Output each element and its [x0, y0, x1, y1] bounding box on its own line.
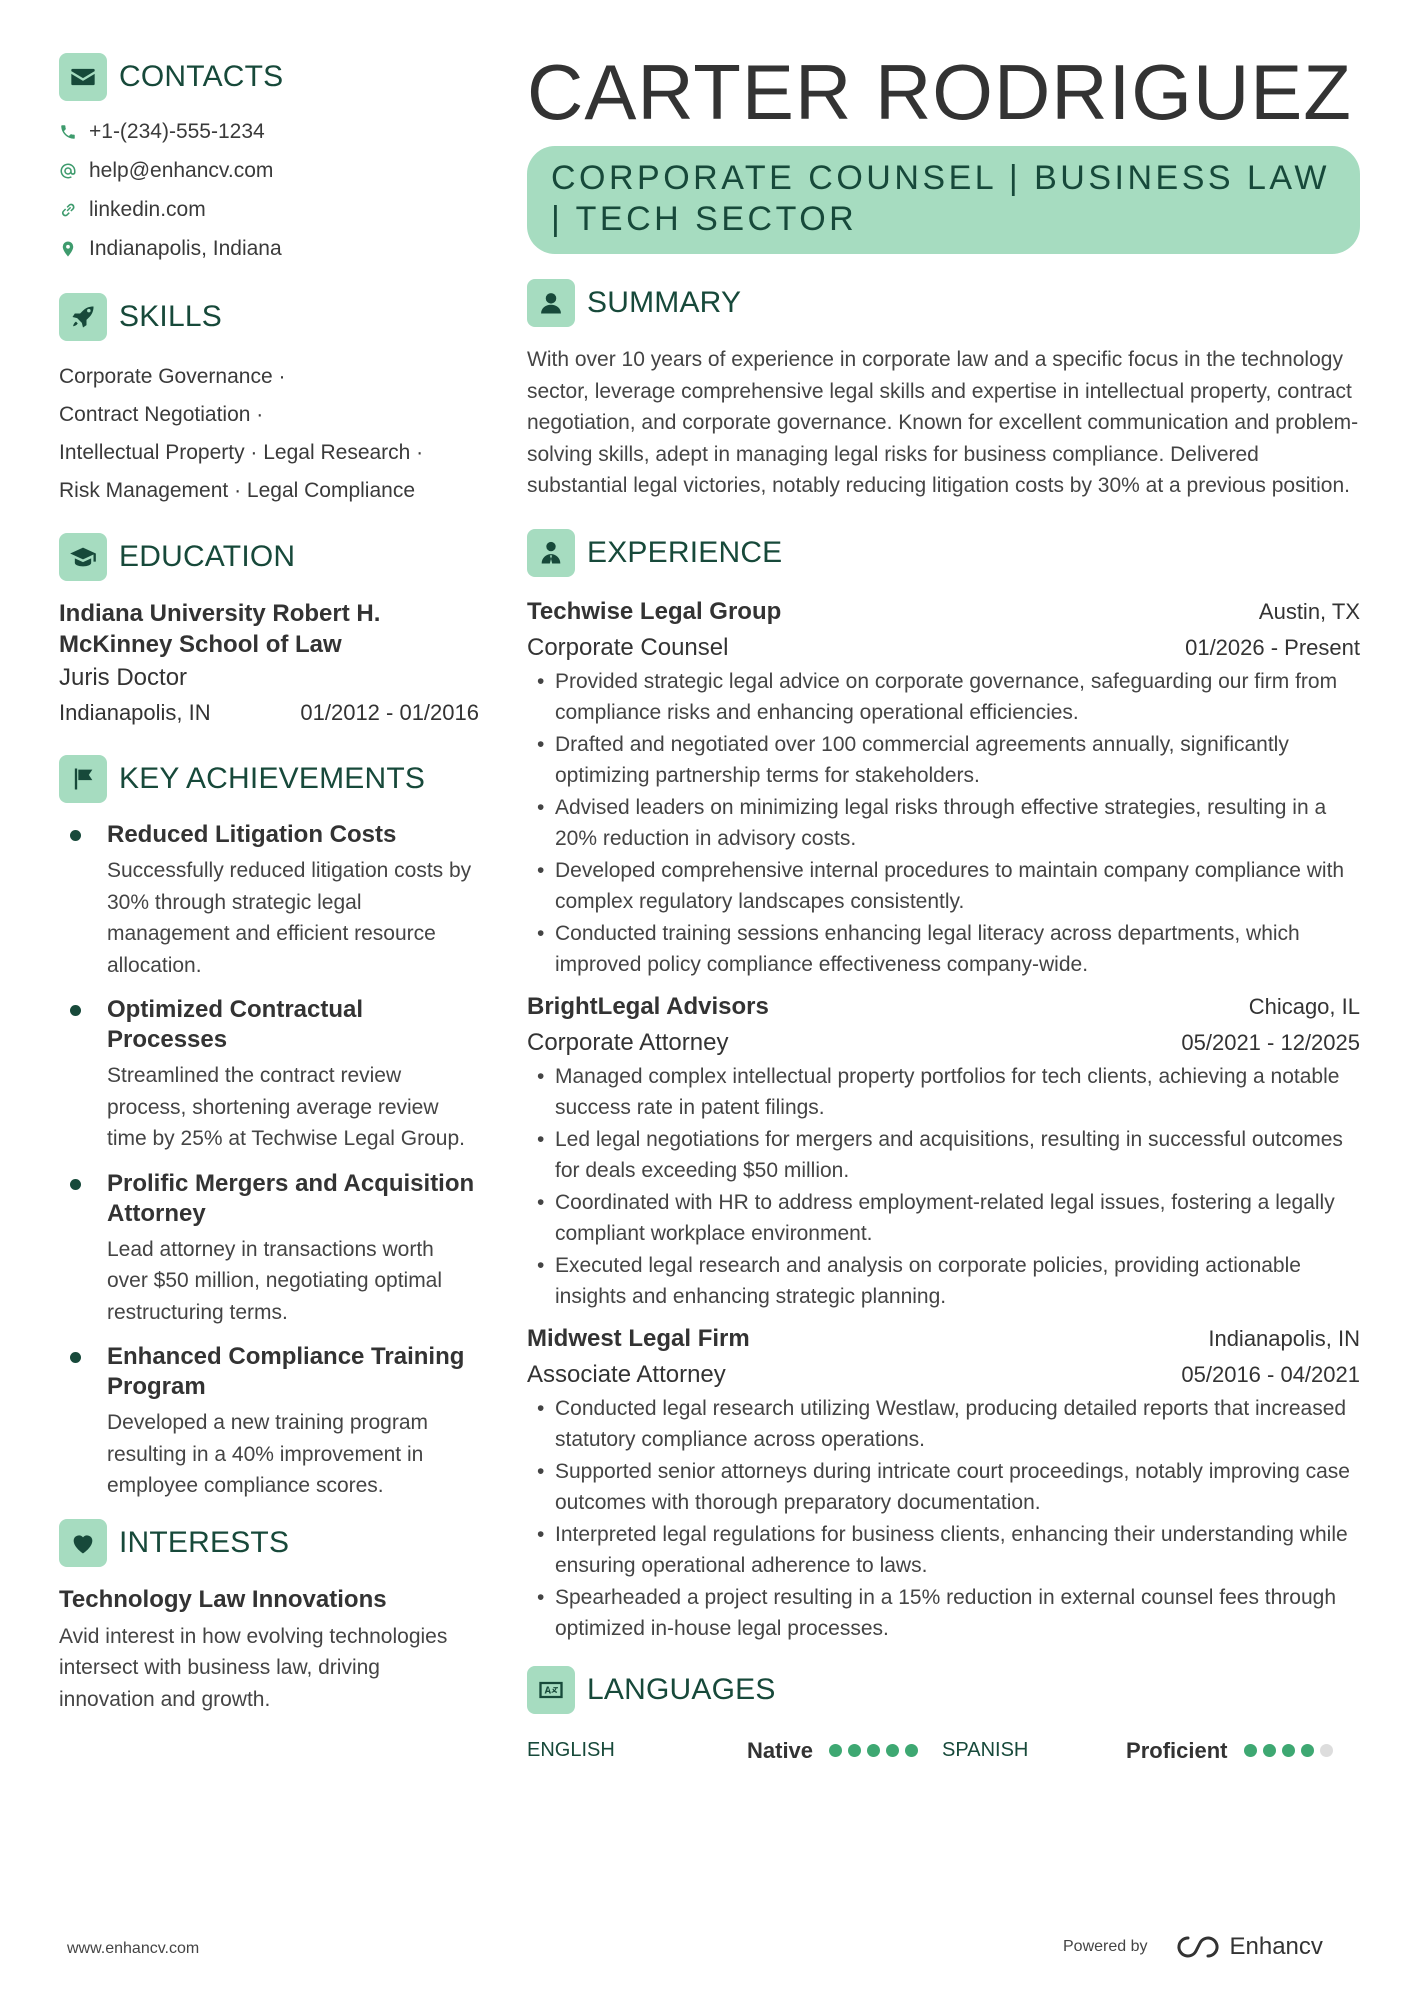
achievement-title: Optimized Contractual Processes: [107, 996, 364, 1053]
graduation-cap-icon: [59, 533, 107, 581]
achievement-desc: Streamlined the contract review process, shortening average review time by 25% at Techwise Legal Group.: [107, 1064, 465, 1150]
achievement-title: Prolific Mergers and Acquisition Attorney: [107, 1169, 475, 1227]
job-bullet: • Spearheaded a project resulting in a 15% reduction in external counsel fees through optimized in-house legal processes.: [527, 1582, 1360, 1645]
at-icon: [59, 162, 77, 180]
footer-powered-by: Powered by: [1063, 1938, 1148, 1955]
languages-heading: LANGUAGES: [587, 1672, 776, 1706]
job-bullet: • Developed comprehensive internal procedures to maintain company compliance with complex regulatory landscapes consistently.: [527, 855, 1360, 918]
achievement-desc: Lead attorney in transactions worth over $50 million, negotiating optimal restructuring terms.: [107, 1237, 443, 1324]
skills-line: Contract Negotiation ·: [59, 403, 264, 426]
location-pin-icon: [59, 240, 77, 258]
job-dates: 05/2021 - 12/2025: [1181, 1029, 1360, 1055]
bullet-dot: [70, 830, 81, 841]
contact-email-text: help@enhancv.com: [89, 158, 274, 182]
achievements-section-header: [59, 754, 479, 804]
job-header: [527, 1321, 1360, 1357]
skills-heading: SKILLS: [119, 300, 222, 333]
language-name: SPANISH: [942, 1739, 1029, 1761]
contact-email[interactable]: [59, 151, 479, 190]
right-column: [527, 48, 1360, 1771]
skills-list: [59, 358, 479, 510]
link-icon: [59, 201, 77, 219]
language-rating: [829, 1744, 924, 1757]
job-location: Austin, TX: [1258, 598, 1360, 624]
heart-icon: [59, 1519, 107, 1567]
job-bullet: • Conducted training sessions enhancing legal literacy across departments, which improved policy compliance effectiveness company-wide.: [527, 918, 1360, 981]
job-bullet: • Supported senior attorneys during intricate court proceedings, notably improving case outcomes with thorough preparatory documentation.: [527, 1456, 1360, 1519]
achievement-item: [59, 1342, 479, 1502]
language-name: ENGLISH: [527, 1739, 615, 1761]
rating-dot: [1263, 1744, 1276, 1757]
job-company: Techwise Legal Group: [527, 597, 782, 625]
summary-text: With over 10 years of experience in corporate law and a specific focus in the technology sector, leverage comprehensive legal skills and expertise in intellectual property, contract negotiation, and corporate governance. Known for excellent communication and problem-solving skills, adept in managing legal risks for business compliance. Delivered substantial legal victories, notably reducing litigation costs by 30% at a previous position.: [527, 348, 1359, 497]
language-level: Proficient: [1126, 1737, 1228, 1763]
skills-section-header: [59, 292, 479, 342]
bullet-dot: [70, 1179, 81, 1190]
job-role: Corporate Attorney: [527, 1028, 729, 1056]
achievement-desc: Developed a new training program resulting in a 40% improvement in employee compliance scores.: [107, 1411, 429, 1497]
job-bullets: [527, 1061, 1360, 1313]
bullet-dot: [70, 1005, 81, 1016]
job-bullet: • Advised leaders on minimizing legal risks through effective strategies, resulting in a 20% reduction in advisory costs.: [527, 792, 1360, 855]
job-subheader: [527, 630, 1360, 666]
person-icon: [527, 279, 575, 327]
achievement-title: Reduced Litigation Costs: [107, 821, 397, 848]
job-role: Associate Attorney: [527, 1360, 726, 1388]
contact-phone-text: +1-(234)-555-1234: [89, 119, 265, 143]
job-bullet: • Conducted legal research utilizing Westlaw, producing detailed reports that increased statutory compliance across operations.: [527, 1393, 1360, 1456]
contact-linkedin-text: linkedin.com: [89, 197, 206, 221]
job-company: BrightLegal Advisors: [527, 992, 769, 1020]
interest-title: Technology Law Innovations: [59, 1585, 387, 1613]
languages-section-header: [527, 1665, 1360, 1715]
candidate-title: CORPORATE COUNSEL | BUSINESS LAW | TECH SECTOR: [527, 146, 1360, 254]
skills-line: Corporate Governance ·: [59, 365, 286, 388]
job-bullet: • Interpreted legal regulations for business clients, enhancing their understanding while ensuring operational adherence to laws.: [527, 1519, 1360, 1582]
contact-location: [59, 229, 479, 268]
job-company: Midwest Legal Firm: [527, 1324, 750, 1352]
achievements-list: [59, 820, 479, 1502]
contacts-section-header: [59, 52, 479, 102]
footer-website[interactable]: www.enhancv.com: [67, 1940, 200, 1957]
briefcase-person-icon: [527, 529, 575, 577]
summary-section-header: [527, 278, 1360, 328]
contact-location-text: Indianapolis, Indiana: [89, 236, 282, 260]
job-header: [527, 594, 1360, 630]
rating-dot: [848, 1744, 861, 1757]
languages-row: [527, 1731, 1360, 1771]
footer-brand: Enhancv: [1229, 1933, 1323, 1960]
job-bullet: • Provided strategic legal advice on corporate governance, safeguarding our firm from compliance risks and enhancing operational efficiencies.: [527, 666, 1360, 729]
achievement-desc: Successfully reduced litigation costs by 30% through strategic legal management and efficient resource allocation.: [107, 859, 472, 977]
bullet-dot: [70, 1352, 81, 1363]
language-rating: [1244, 1744, 1339, 1757]
education-meta: [59, 696, 479, 730]
footer-branding[interactable]: [1063, 1932, 1323, 1962]
rating-dot: [1320, 1744, 1333, 1757]
contacts-heading: CONTACTS: [119, 60, 284, 93]
interests-heading: INTERESTS: [119, 1525, 290, 1559]
education-entry: [59, 598, 479, 730]
translate-icon: [527, 1666, 575, 1714]
job-dates: 05/2016 - 04/2021: [1181, 1361, 1360, 1387]
left-column: [59, 52, 479, 1715]
experience-heading: EXPERIENCE: [587, 535, 783, 569]
achievement-item: [59, 995, 479, 1155]
education-dates: 01/2012 - 01/2016: [300, 700, 479, 725]
summary-heading: SUMMARY: [587, 286, 742, 319]
achievement-item: [59, 820, 479, 981]
language-level: Native: [747, 1737, 814, 1763]
job-entry: [527, 989, 1360, 1313]
flag-icon: [59, 755, 107, 803]
enhancv-logo-icon: [1174, 1932, 1222, 1962]
job-bullet: • Managed complex intellectual property portfolios for tech clients, achieving a notable success rate in patent filings.: [527, 1061, 1360, 1124]
job-entry: [527, 594, 1360, 981]
skills-line: Risk Management · Legal Compliance: [59, 479, 416, 502]
rocket-icon: [59, 293, 107, 341]
achievement-item: [59, 1169, 479, 1329]
interest-item: [59, 1584, 479, 1716]
contact-list: [59, 112, 479, 268]
envelope-icon: [59, 53, 107, 101]
education-location: Indianapolis, IN: [59, 700, 211, 725]
interest-desc: Avid interest in how evolving technologies intersect with business law, driving innovation and growth.: [59, 1624, 448, 1711]
candidate-name: CARTER RODRIGUEZ: [527, 48, 1352, 136]
rating-dot: [1282, 1744, 1295, 1757]
education-section-header: [59, 532, 479, 582]
job-bullet: • Drafted and negotiated over 100 commercial agreements annually, significantly optimizing partnership terms for stakeholders.: [527, 729, 1360, 792]
experience-section-header: [527, 528, 1360, 578]
job-role: Corporate Counsel: [527, 633, 729, 661]
job-subheader: [527, 1025, 1360, 1061]
skills-line: Intellectual Property · Legal Research ·: [59, 441, 424, 464]
job-bullets: [527, 666, 1360, 981]
job-header: [527, 989, 1360, 1025]
achievement-title: Enhanced Compliance Training Program: [107, 1343, 465, 1400]
education-school: Indiana University Robert H. McKinney School of Law: [59, 600, 381, 658]
rating-dot: [829, 1744, 842, 1757]
interests-section-header: [59, 1518, 479, 1568]
education-degree: Juris Doctor: [59, 664, 188, 691]
job-bullet: • Led legal negotiations for mergers and acquisitions, resulting in successful outcomes for deals exceeding $50 million.: [527, 1124, 1360, 1187]
contact-linkedin[interactable]: [59, 190, 479, 229]
job-location: Indianapolis, IN: [1208, 1325, 1360, 1351]
rating-dot: [1301, 1744, 1314, 1757]
job-entry: [527, 1321, 1360, 1645]
rating-dot: [886, 1744, 899, 1757]
education-heading: EDUCATION: [119, 540, 296, 573]
job-bullet: • Coordinated with HR to address employment-related legal issues, fostering a legally compliant workplace environment.: [527, 1187, 1360, 1250]
contact-phone[interactable]: [59, 112, 479, 151]
job-subheader: [527, 1357, 1360, 1393]
phone-icon: [59, 123, 77, 141]
rating-dot: [1244, 1744, 1257, 1757]
job-bullet: • Executed legal research and analysis on corporate policies, providing actionable insights and enhancing strategic planning.: [527, 1250, 1360, 1313]
rating-dot: [905, 1744, 918, 1757]
achievements-heading: KEY ACHIEVEMENTS: [119, 762, 426, 795]
job-dates: 01/2026 - Present: [1185, 634, 1360, 660]
job-location: Chicago, IL: [1248, 993, 1360, 1019]
rating-dot: [867, 1744, 880, 1757]
job-bullets: [527, 1393, 1360, 1645]
